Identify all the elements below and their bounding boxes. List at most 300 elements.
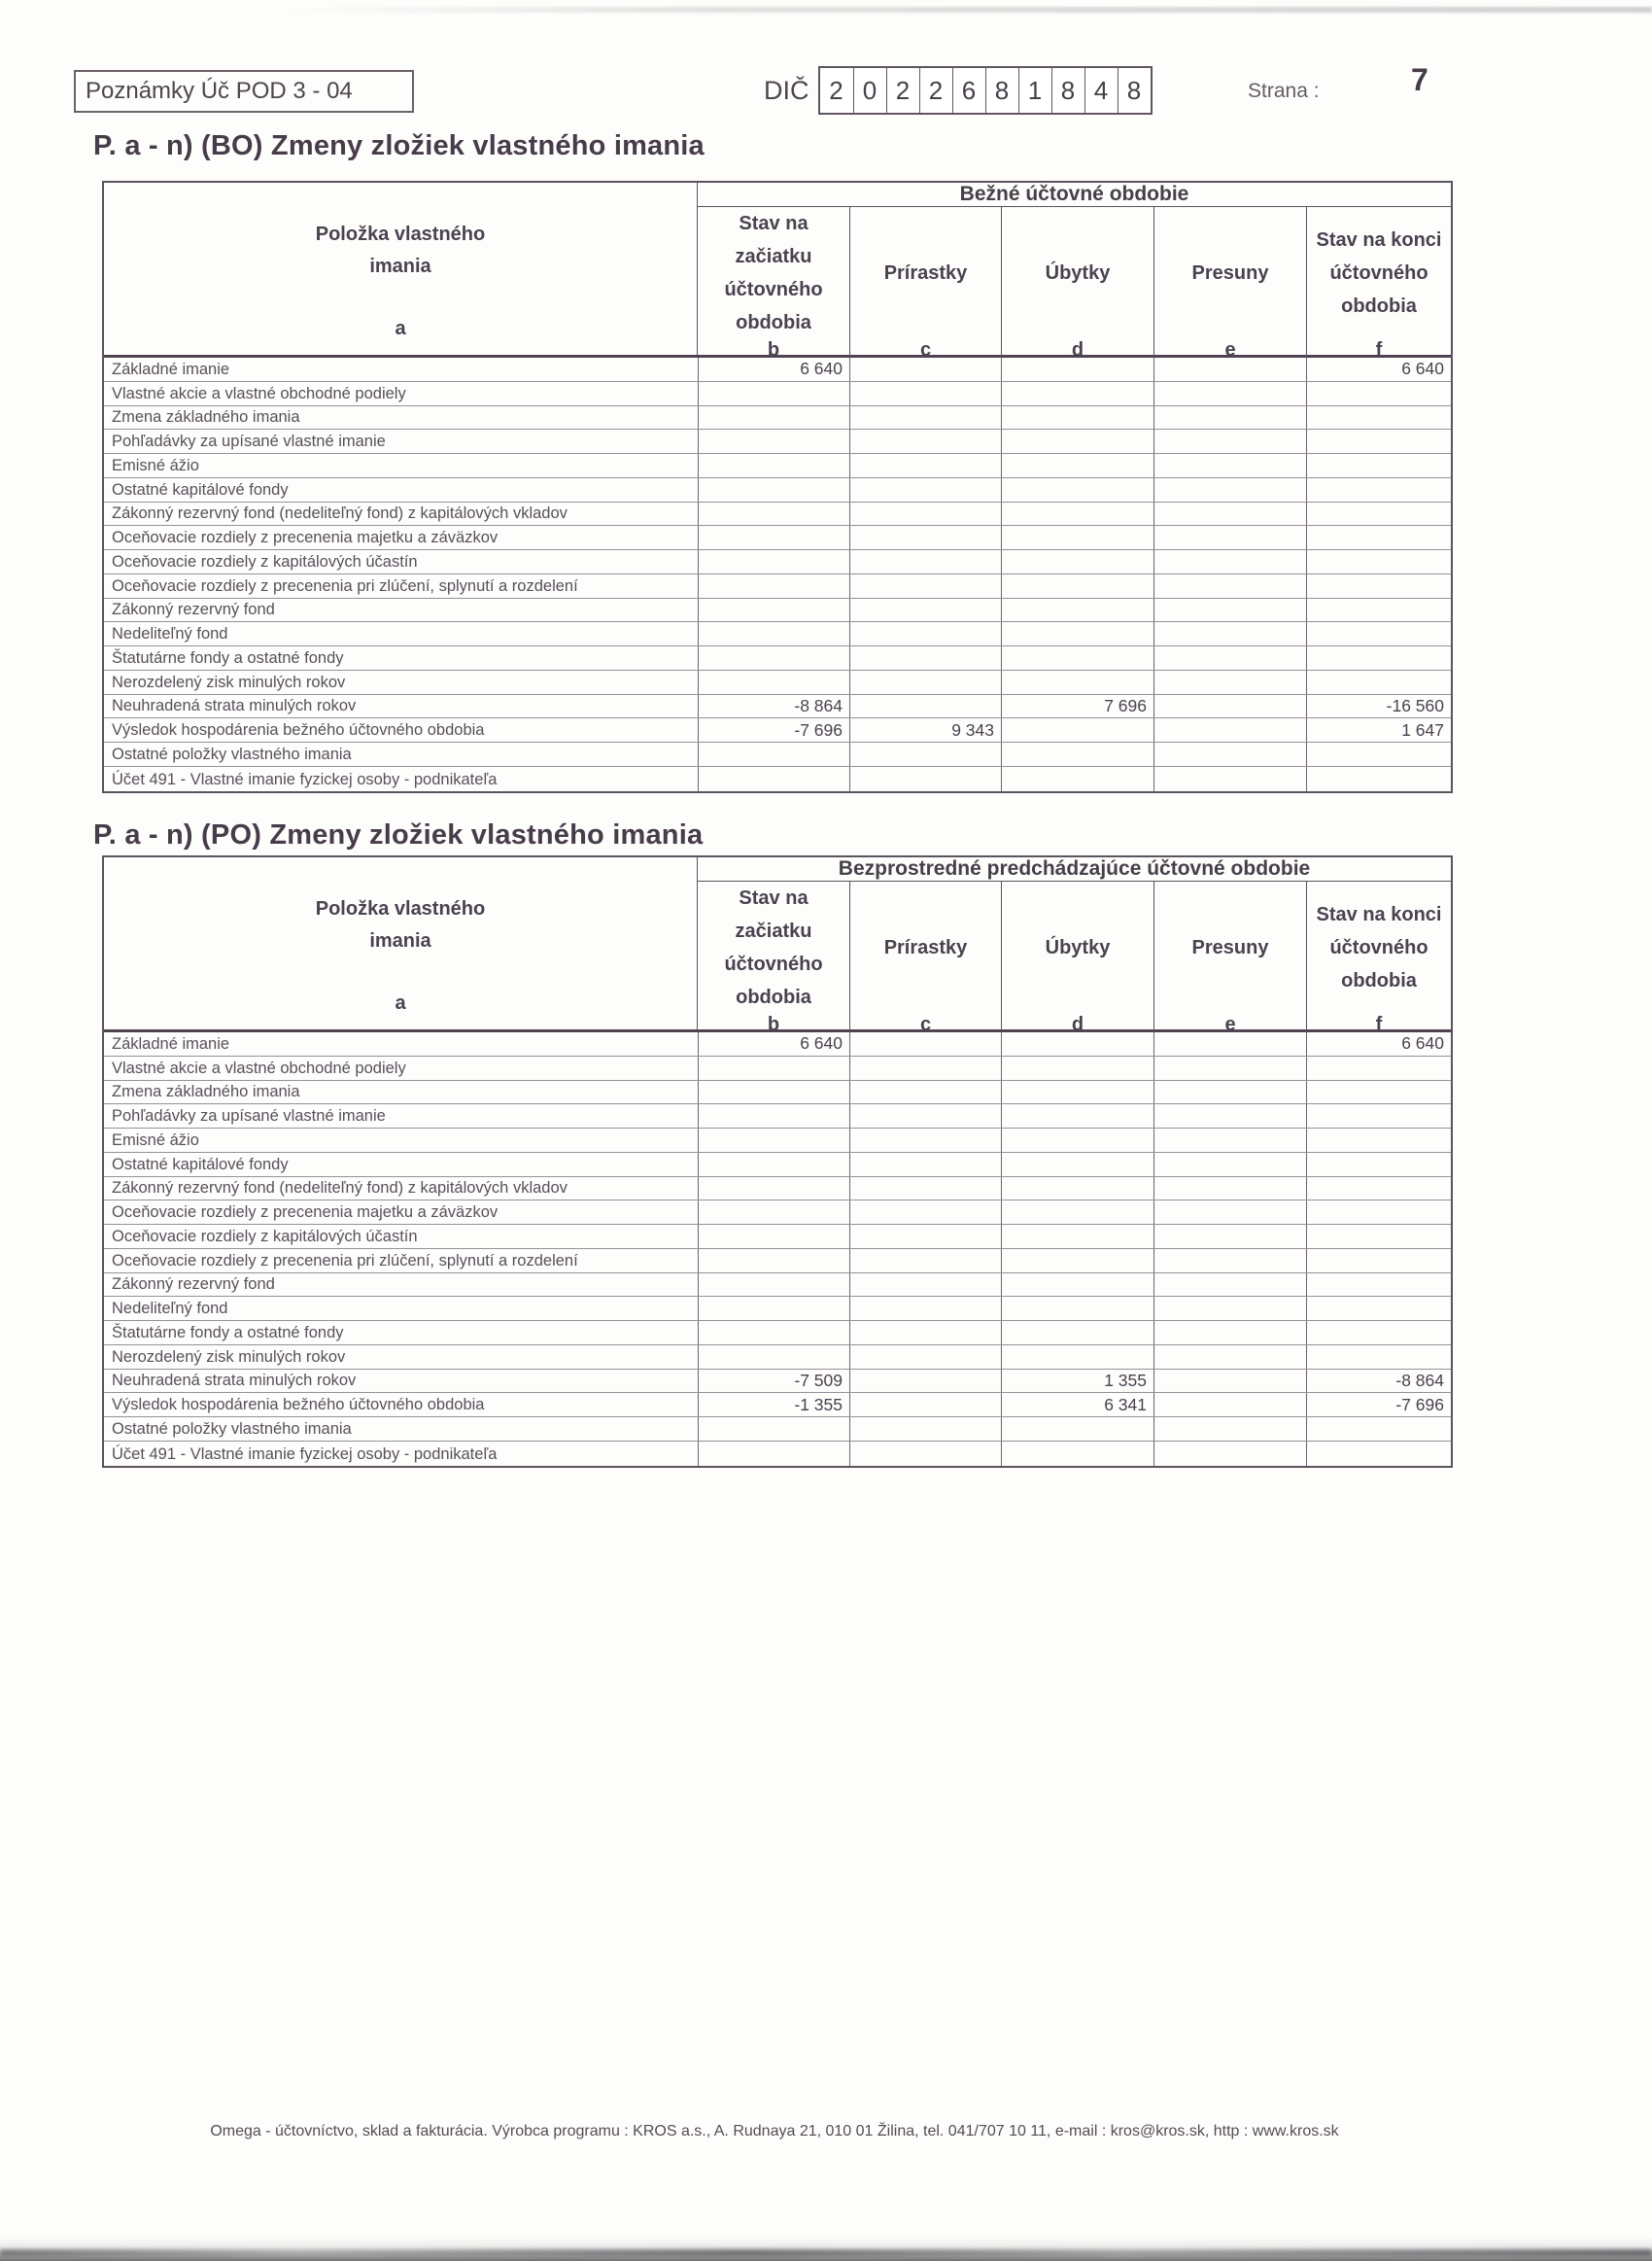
- column-letter-d: d: [1071, 1014, 1084, 1035]
- row-value-c: [849, 622, 1001, 645]
- row-value-c: [849, 1225, 1001, 1248]
- row-value-f: [1306, 1249, 1451, 1272]
- row-value-c: [849, 478, 1001, 502]
- form-id-box: [74, 70, 414, 113]
- row-value-c: [849, 1370, 1001, 1393]
- column-letter-b: b: [767, 1014, 780, 1035]
- row-value-f: [1306, 526, 1451, 549]
- column-header-f: [1306, 882, 1451, 1051]
- table-row: [104, 382, 1451, 406]
- row-label: Neuhradená strata minulých rokov: [112, 1372, 357, 1390]
- row-value-d: [1001, 574, 1153, 598]
- section-title-bo: P. a - n) (BO) Zmeny zložiek vlastného imania: [93, 130, 705, 161]
- row-value-e: [1153, 1393, 1306, 1416]
- row-value-d: [1001, 430, 1153, 453]
- row-value-b: [698, 1297, 849, 1320]
- row-value-e: [1153, 1370, 1306, 1393]
- row-value-e: [1153, 526, 1306, 549]
- row-value-f: [1306, 1345, 1451, 1369]
- table-row: [104, 430, 1451, 454]
- dic-digit: 2: [919, 68, 952, 113]
- row-value-d: [1001, 1129, 1153, 1152]
- row-label: Štatutárne fondy a ostatné fondy: [112, 1323, 344, 1341]
- column-header-b-text: Stav na začiatku účtovného obdobia: [724, 887, 823, 1008]
- equity-table-bo: [102, 181, 1453, 793]
- row-value-e: [1153, 358, 1306, 381]
- row-value-c: [849, 1057, 1001, 1080]
- row-label: Nedeliteľný fond: [112, 1300, 228, 1318]
- row-value-b: [698, 622, 849, 645]
- row-value-b: -8 864: [698, 695, 849, 718]
- dic-digit: 1: [1018, 68, 1051, 113]
- row-value-c: [849, 1081, 1001, 1104]
- row-value-f: -7 696: [1306, 1393, 1451, 1416]
- row-value-c: [849, 526, 1001, 549]
- column-letter-f: f: [1375, 339, 1383, 361]
- row-value-c: [849, 1321, 1001, 1344]
- row-label: Ostatné kapitálové fondy: [112, 480, 289, 499]
- row-value-d: [1001, 1057, 1153, 1080]
- table-row: [104, 406, 1451, 431]
- item-column-header: [104, 857, 697, 992]
- dic-digit: 4: [1084, 68, 1118, 113]
- row-value-e: [1153, 1249, 1306, 1272]
- row-value-c: [849, 599, 1001, 622]
- row-value-b: [698, 478, 849, 502]
- row-value-f: -16 560: [1306, 695, 1451, 718]
- table-row: [104, 599, 1451, 623]
- row-value-c: [849, 1442, 1001, 1466]
- item-column-header: [104, 183, 697, 318]
- item-column-header-text: Položka vlastného imania: [315, 897, 486, 952]
- dic-group: [764, 66, 1153, 115]
- row-value-e: [1153, 1153, 1306, 1176]
- row-value-d: [1001, 1153, 1153, 1176]
- row-value-c: 9 343: [849, 718, 1001, 742]
- row-value-c: [849, 695, 1001, 718]
- row-value-b: [698, 382, 849, 405]
- row-value-e: [1153, 1032, 1306, 1056]
- row-value-d: [1001, 599, 1153, 622]
- column-letter-e: e: [1224, 1014, 1236, 1035]
- column-header-b-text: Stav na začiatku účtovného obdobia: [724, 213, 823, 333]
- row-value-e: [1153, 646, 1306, 670]
- row-value-d: [1001, 1225, 1153, 1248]
- dic-digit: 0: [853, 68, 886, 113]
- row-value-b: [698, 1081, 849, 1104]
- column-header-c-text: Prírastky: [883, 262, 968, 284]
- row-value-d: [1001, 1297, 1153, 1320]
- row-value-e: [1153, 454, 1306, 477]
- row-value-c: [849, 574, 1001, 598]
- row-value-f: [1306, 1225, 1451, 1248]
- table-row: [104, 1345, 1451, 1370]
- equity-table-po: [102, 855, 1453, 1468]
- table-row: [104, 550, 1451, 574]
- row-value-c: [849, 646, 1001, 670]
- column-letter-f: f: [1375, 1014, 1383, 1035]
- row-value-f: -8 864: [1306, 1370, 1451, 1393]
- table-row: [104, 671, 1451, 695]
- row-value-f: [1306, 1057, 1451, 1080]
- row-value-f: [1306, 1273, 1451, 1297]
- table-row: [104, 526, 1451, 550]
- row-label: Účet 491 - Vlastné imanie fyzickej osoby - podnikateľa: [112, 770, 498, 788]
- section-title-po: P. a - n) (PO) Zmeny zložiek vlastného imania: [93, 819, 704, 851]
- row-value-d: [1001, 718, 1153, 742]
- row-label: Oceňovacie rozdiely z kapitálových účastín: [112, 1227, 418, 1245]
- column-header-f-text: Stav na konci účtovného obdobia: [1316, 229, 1442, 317]
- row-value-b: [698, 743, 849, 766]
- table-row: [104, 1297, 1451, 1321]
- row-value-b: [698, 1321, 849, 1344]
- row-value-b: -7 509: [698, 1370, 849, 1393]
- column-header-e-text: Presuny: [1191, 937, 1269, 958]
- row-value-b: [698, 1225, 849, 1248]
- row-value-c: [849, 767, 1001, 791]
- row-value-e: [1153, 574, 1306, 598]
- row-value-c: [849, 1153, 1001, 1176]
- value-column-headers: [698, 882, 1451, 1051]
- dic-digit: 8: [985, 68, 1018, 113]
- row-value-f: [1306, 1321, 1451, 1344]
- row-label: Ostatné položky vlastného imania: [112, 1420, 352, 1439]
- row-value-b: [698, 1442, 849, 1466]
- row-value-c: [849, 503, 1001, 526]
- row-value-e: [1153, 599, 1306, 622]
- row-value-e: [1153, 1273, 1306, 1297]
- row-value-b: [698, 1153, 849, 1176]
- scan-artifact-bottom: [0, 2236, 1652, 2261]
- row-value-c: [849, 671, 1001, 694]
- page-number: 7: [1411, 62, 1428, 97]
- row-value-b: [698, 550, 849, 574]
- row-value-f: [1306, 1297, 1451, 1320]
- row-value-d: [1001, 671, 1153, 694]
- row-label: Vlastné akcie a vlastné obchodné podiely: [112, 384, 406, 402]
- row-label: Zmena základného imania: [112, 1083, 300, 1101]
- row-value-e: [1153, 1177, 1306, 1200]
- row-value-e: [1153, 695, 1306, 718]
- column-header-d: [1001, 207, 1153, 376]
- table-row: [104, 1200, 1451, 1225]
- row-value-d: [1001, 1200, 1153, 1224]
- row-value-d: [1001, 1032, 1153, 1056]
- table-row: [104, 478, 1451, 503]
- row-label: Emisné ážio: [112, 456, 199, 474]
- row-label: Ostatné položky vlastného imania: [112, 746, 352, 764]
- row-value-f: [1306, 671, 1451, 694]
- row-value-c: [849, 1393, 1001, 1416]
- row-value-e: [1153, 767, 1306, 791]
- column-letter-c: c: [919, 1014, 932, 1035]
- row-label: Nerozdelený zisk minulých rokov: [112, 673, 346, 691]
- row-label: Oceňovacie rozdiely z precenenia pri zlúčení, splynutí a rozdelení: [112, 576, 578, 595]
- dic-digit: 8: [1051, 68, 1084, 113]
- column-header-c: [849, 207, 1001, 376]
- column-letter-d: d: [1071, 339, 1084, 361]
- row-label: Zákonný rezervný fond: [112, 1275, 275, 1294]
- row-label: Výsledok hospodárenia bežného účtovného obdobia: [112, 1396, 485, 1414]
- item-column-header-text: Položka vlastného imania: [315, 223, 486, 277]
- row-value-d: [1001, 1345, 1153, 1369]
- table-row: [104, 1393, 1451, 1417]
- row-value-d: 6 341: [1001, 1393, 1153, 1416]
- row-value-d: [1001, 1177, 1153, 1200]
- row-value-b: -7 696: [698, 718, 849, 742]
- table-row: [104, 695, 1451, 719]
- row-value-f: [1306, 767, 1451, 791]
- row-value-c: [849, 1104, 1001, 1128]
- row-value-c: [849, 454, 1001, 477]
- column-header-e: [1153, 882, 1306, 1051]
- row-value-f: [1306, 1081, 1451, 1104]
- column-header-d: [1001, 882, 1153, 1051]
- row-value-d: [1001, 478, 1153, 502]
- table-row: [104, 1225, 1451, 1249]
- row-value-b: [698, 646, 849, 670]
- column-letter-c: c: [919, 339, 932, 361]
- row-value-e: [1153, 478, 1306, 502]
- table-row: [104, 1273, 1451, 1298]
- column-header-e: [1153, 207, 1306, 376]
- table-row: [104, 574, 1451, 599]
- period-header: Bežné účtovné obdobie: [698, 183, 1451, 207]
- table-row: [104, 1249, 1451, 1273]
- row-value-b: [698, 1057, 849, 1080]
- row-value-d: [1001, 1273, 1153, 1297]
- row-value-c: [849, 1177, 1001, 1200]
- row-value-e: [1153, 1129, 1306, 1152]
- table-row: [104, 1057, 1451, 1081]
- row-value-d: [1001, 1081, 1153, 1104]
- column-letter-a: a: [395, 318, 406, 339]
- row-value-b: [698, 1177, 849, 1200]
- row-value-e: [1153, 1057, 1306, 1080]
- table-row: [104, 454, 1451, 478]
- row-value-f: [1306, 646, 1451, 670]
- table-row: [104, 1129, 1451, 1153]
- table-row: [104, 1081, 1451, 1105]
- row-value-d: 1 355: [1001, 1370, 1153, 1393]
- column-letter-e: e: [1224, 339, 1236, 361]
- scan-artifact-top: [287, 7, 1652, 13]
- row-value-e: [1153, 1200, 1306, 1224]
- row-value-c: [849, 406, 1001, 430]
- row-value-e: [1153, 622, 1306, 645]
- row-value-e: [1153, 718, 1306, 742]
- row-value-b: 6 640: [698, 1032, 849, 1056]
- column-header-f: [1306, 207, 1451, 376]
- row-value-d: [1001, 767, 1153, 791]
- row-value-b: [698, 430, 849, 453]
- table-row: [104, 1321, 1451, 1345]
- row-value-b: [698, 1417, 849, 1441]
- row-value-e: [1153, 1225, 1306, 1248]
- column-header-c-text: Prírastky: [883, 937, 968, 958]
- table-body: [104, 358, 1451, 791]
- row-label: Zákonný rezervný fond (nedeliteľný fond) z kapitálových vkladov: [112, 504, 568, 523]
- row-value-f: 1 647: [1306, 718, 1451, 742]
- row-value-e: [1153, 382, 1306, 405]
- row-value-d: [1001, 1442, 1153, 1466]
- row-label: Nedeliteľný fond: [112, 625, 228, 644]
- column-letter-b: b: [767, 339, 780, 361]
- row-value-d: 7 696: [1001, 695, 1153, 718]
- column-header-b: [698, 207, 849, 376]
- row-value-b: [698, 671, 849, 694]
- table-row: [104, 622, 1451, 646]
- dic-label: DIČ: [764, 75, 809, 105]
- row-value-f: [1306, 478, 1451, 502]
- row-value-d: [1001, 1417, 1153, 1441]
- row-label: Oceňovacie rozdiely z precenenia majetku a záväzkov: [112, 529, 499, 547]
- column-letter-a: a: [395, 992, 406, 1014]
- row-label: Zákonný rezervný fond: [112, 601, 275, 619]
- row-value-e: [1153, 1321, 1306, 1344]
- row-value-d: [1001, 406, 1153, 430]
- row-value-e: [1153, 406, 1306, 430]
- row-value-c: [849, 1200, 1001, 1224]
- row-label: Výsledok hospodárenia bežného účtovného obdobia: [112, 721, 485, 740]
- table-header: [104, 183, 1451, 361]
- row-label: Štatutárne fondy a ostatné fondy: [112, 648, 344, 667]
- row-value-c: [849, 550, 1001, 574]
- table-row: [104, 1032, 1451, 1057]
- row-value-b: [698, 503, 849, 526]
- row-value-c: [849, 1129, 1001, 1152]
- row-value-d: [1001, 526, 1153, 549]
- row-value-e: [1153, 1345, 1306, 1369]
- table-row: [104, 743, 1451, 767]
- row-value-e: [1153, 430, 1306, 453]
- row-value-d: [1001, 358, 1153, 381]
- footer-text: Omega - účtovníctvo, sklad a fakturácia. Výrobca programu : KROS a.s., A. Rudnaya 21, 010 01 Žilina, tel. 041/707 10 11, e-mail : kros@kros.sk, http : www.kros.sk: [210, 2123, 1339, 2139]
- row-value-c: [849, 1273, 1001, 1297]
- row-value-b: [698, 1104, 849, 1128]
- row-value-b: [698, 1345, 849, 1369]
- table-row: [104, 718, 1451, 743]
- row-value-d: [1001, 503, 1153, 526]
- row-value-f: [1306, 503, 1451, 526]
- table-row: [104, 1177, 1451, 1201]
- table-body: [104, 1032, 1451, 1466]
- table-row: [104, 503, 1451, 527]
- row-value-b: [698, 406, 849, 430]
- row-value-d: [1001, 1321, 1153, 1344]
- row-value-f: [1306, 1442, 1451, 1466]
- row-value-e: [1153, 503, 1306, 526]
- row-value-b: 6 640: [698, 358, 849, 381]
- dic-digit: 8: [1118, 68, 1151, 113]
- row-value-c: [849, 743, 1001, 766]
- table-row: [104, 1370, 1451, 1394]
- row-value-b: [698, 1129, 849, 1152]
- row-value-b: [698, 1273, 849, 1297]
- row-value-c: [849, 1297, 1001, 1320]
- dic-digit-boxes: [818, 66, 1153, 115]
- row-label: Nerozdelený zisk minulých rokov: [112, 1347, 346, 1366]
- row-value-f: [1306, 454, 1451, 477]
- row-label: Oceňovacie rozdiely z precenenia majetku a záväzkov: [112, 1203, 499, 1222]
- row-value-c: [849, 1417, 1001, 1441]
- column-header-f-text: Stav na konci účtovného obdobia: [1316, 904, 1442, 991]
- table-row: [104, 1153, 1451, 1177]
- table-row: [104, 358, 1451, 382]
- row-value-c: [849, 430, 1001, 453]
- row-value-d: [1001, 1104, 1153, 1128]
- table-row: [104, 646, 1451, 671]
- row-value-c: [849, 1032, 1001, 1056]
- row-label: Ostatné kapitálové fondy: [112, 1155, 289, 1173]
- row-label: Základné imanie: [112, 360, 230, 378]
- column-header-e-text: Presuny: [1191, 262, 1269, 284]
- row-value-d: [1001, 550, 1153, 574]
- row-label: Zmena základného imania: [112, 408, 300, 427]
- row-label: Vlastné akcie a vlastné obchodné podiely: [112, 1059, 406, 1077]
- row-label: Oceňovacie rozdiely z kapitálových účastín: [112, 552, 418, 571]
- column-header-d-text: Úbytky: [1045, 262, 1111, 284]
- row-label: Základné imanie: [112, 1034, 230, 1053]
- row-value-f: [1306, 1417, 1451, 1441]
- row-value-f: [1306, 1177, 1451, 1200]
- row-value-f: [1306, 382, 1451, 405]
- row-value-c: [849, 358, 1001, 381]
- row-value-e: [1153, 1442, 1306, 1466]
- row-value-f: [1306, 622, 1451, 645]
- row-value-e: [1153, 743, 1306, 766]
- row-value-f: [1306, 1129, 1451, 1152]
- value-column-headers: [698, 207, 1451, 376]
- column-header-b: [698, 882, 849, 1051]
- row-value-e: [1153, 550, 1306, 574]
- page-label: Strana :: [1248, 80, 1320, 102]
- row-value-b: [698, 574, 849, 598]
- period-columns: [698, 183, 1451, 361]
- column-header-c: [849, 882, 1001, 1051]
- row-value-b: [698, 767, 849, 791]
- dic-digit: 6: [952, 68, 985, 113]
- row-value-d: [1001, 743, 1153, 766]
- row-value-e: [1153, 1417, 1306, 1441]
- row-value-f: [1306, 743, 1451, 766]
- row-label: Účet 491 - Vlastné imanie fyzickej osoby - podnikateľa: [112, 1444, 498, 1463]
- item-column-header-cell: [104, 857, 698, 1029]
- row-value-e: [1153, 671, 1306, 694]
- row-value-e: [1153, 1104, 1306, 1128]
- period-header: Bezprostredné predchádzajúce účtovné obdobie: [698, 857, 1451, 882]
- column-header-d-text: Úbytky: [1045, 937, 1111, 958]
- row-label: Zákonný rezervný fond (nedeliteľný fond) z kapitálových vkladov: [112, 1179, 568, 1198]
- row-value-e: [1153, 1297, 1306, 1320]
- row-value-f: [1306, 574, 1451, 598]
- item-column-header-cell: [104, 183, 698, 355]
- row-value-d: [1001, 622, 1153, 645]
- row-value-b: [698, 599, 849, 622]
- row-value-f: [1306, 1104, 1451, 1128]
- row-value-c: [849, 1249, 1001, 1272]
- row-label: Pohľadávky za upísané vlastné imanie: [112, 1107, 386, 1126]
- row-value-f: [1306, 1200, 1451, 1224]
- row-value-f: [1306, 430, 1451, 453]
- row-value-d: [1001, 454, 1153, 477]
- row-value-d: [1001, 1249, 1153, 1272]
- row-value-c: [849, 1345, 1001, 1369]
- row-value-f: [1306, 599, 1451, 622]
- row-value-f: [1306, 406, 1451, 430]
- table-row: [104, 1104, 1451, 1129]
- form-id-label: Poznámky Úč POD 3 - 04: [86, 78, 353, 104]
